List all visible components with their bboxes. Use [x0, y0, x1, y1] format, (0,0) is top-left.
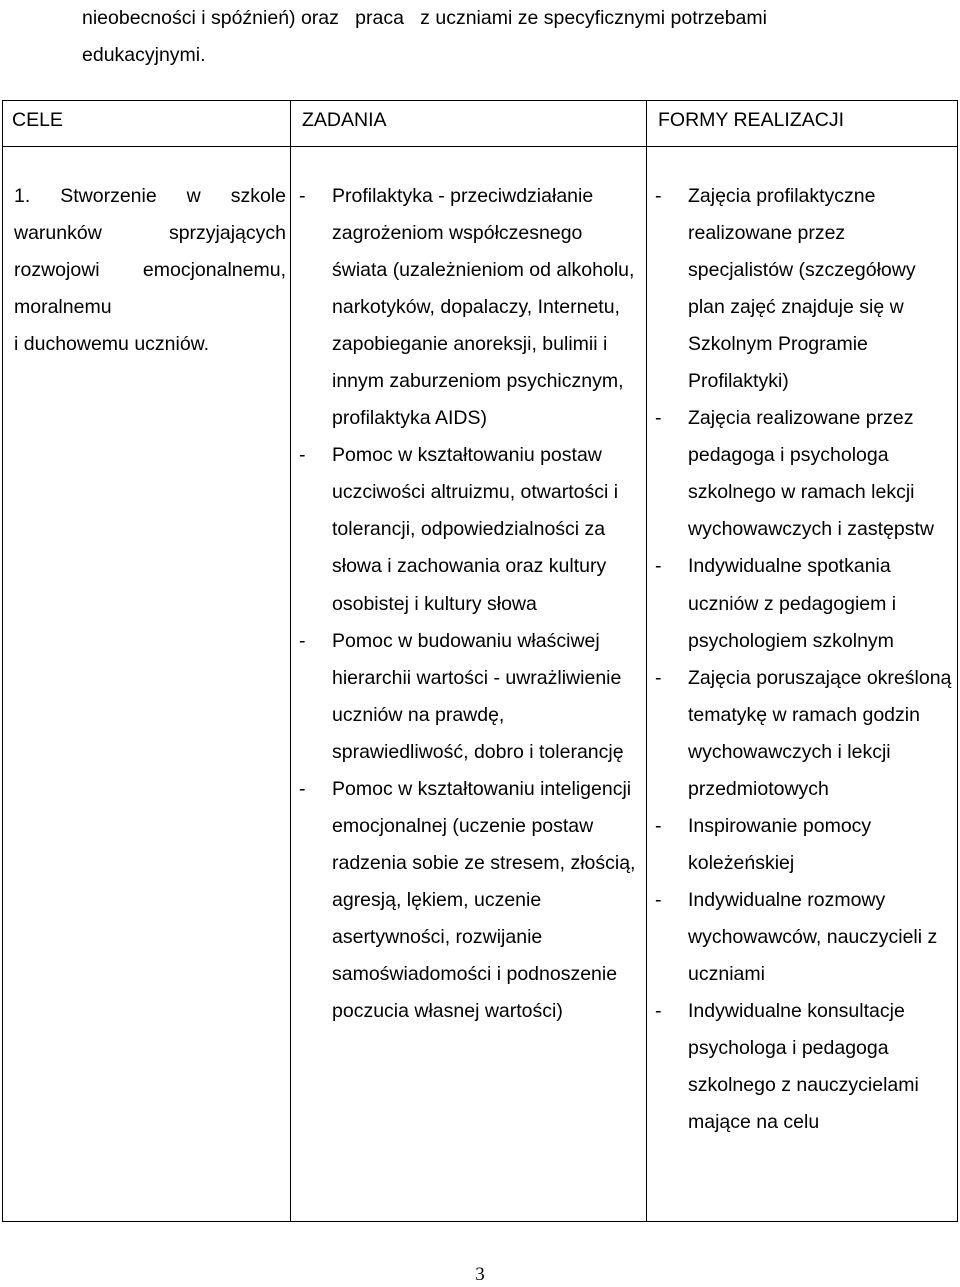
forms-list	[648, 178, 954, 1141]
form-item: - Indywidualne spotkania uczniów z pedagogiem i psychologiem szkolnym	[648, 548, 954, 659]
tasks-list	[292, 178, 642, 1030]
intro-line-1: nieobecności i spóźnień) oraz praca z uczniami ze specyficznymi potrzebami	[82, 7, 767, 29]
form-item: - Zajęcia profilaktyczne realizowane przez specjalistów (szczegółowy plan zajęć znajduje się w Szkolnym Programie Profilaktyki)	[648, 178, 954, 400]
header-divider	[2, 146, 958, 147]
goal-line: rozwojowi emocjonalnemu,	[14, 259, 286, 282]
table-border-left	[2, 100, 3, 1222]
goals-table	[2, 100, 958, 1222]
column-divider-1	[290, 100, 291, 1222]
form-item: - Zajęcia realizowane przez pedagoga i psychologa szkolnego w ramach lekcji wychowawczych i zastępstw	[648, 400, 954, 548]
table-border-top	[2, 100, 958, 101]
intro-line-2: edukacyjnymi.	[82, 44, 206, 66]
column-divider-2	[646, 100, 647, 1222]
task-item: - Pomoc w budowaniu właściwej hierarchii wartości - uwrażliwienie uczniów na prawdę, sprawiedliwość, dobro i tolerancję	[292, 623, 642, 771]
intro-paragraph	[82, 0, 922, 74]
form-item: - Inspirowanie pomocy koleżeńskiej	[648, 808, 954, 882]
task-item: - Pomoc w kształtowaniu postaw uczciwości altruizmu, otwartości i tolerancji, odpowiedzialności za słowa i zachowania oraz kultury osobistej i kultury słowa	[292, 437, 642, 622]
goal-line: i duchowemu uczniów.	[14, 333, 210, 356]
form-item: - Zajęcia poruszające określoną tematykę w ramach godzin wychowawczych i lekcji przedmiotowych	[648, 660, 954, 808]
goal-line: 1. Stworzenie w szkole	[14, 185, 286, 207]
header-zadania: ZADANIA	[302, 109, 387, 131]
goal-cell	[14, 178, 286, 363]
goal-line: moralnemu	[14, 296, 112, 319]
form-item: - Indywidualne rozmowy wychowawców, nauczycieli z uczniami	[648, 882, 954, 993]
header-cele: CELE	[12, 109, 63, 131]
form-item: - Indywidualne konsultacje psychologa i pedagoga szkolnego z nauczycielami mające na celu	[648, 993, 954, 1141]
table-border-right	[957, 100, 958, 1222]
header-formy-realizacji: FORMY REALIZACJI	[658, 109, 845, 131]
task-item: - Profilaktyka - przeciwdziałanie zagrożeniom współczesnego świata (uzależnieniom od alkoholu, narkotyków, dopalaczy, Internetu, zapobieganie anoreksji, bulimii i innym zaburzeniom psychicznym, profilaktyka AIDS)	[292, 178, 642, 437]
page-number: 3	[475, 1264, 485, 1285]
goal-line: warunków sprzyjających	[14, 222, 286, 245]
table-border-bottom	[2, 1221, 958, 1222]
task-item: - Pomoc w kształtowaniu inteligencji emocjonalnej (uczenie postaw radzenia sobie ze stresem, złością, agresją, lękiem, uczenie asertywności, rozwijanie samoświadomości i podnoszenie poczucia własnej wartości)	[292, 771, 642, 1030]
